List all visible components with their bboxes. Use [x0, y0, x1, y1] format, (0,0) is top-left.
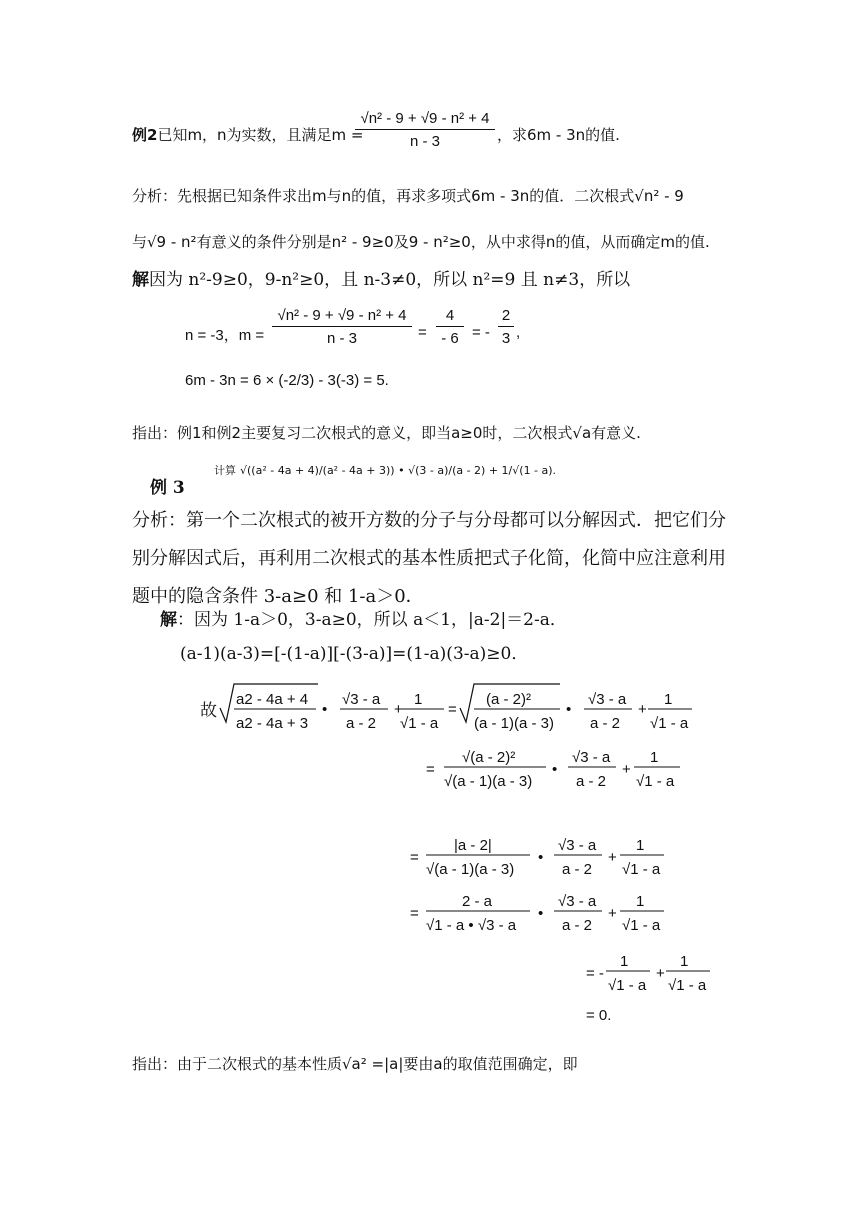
svg-text:√3 - a: √3 - a: [558, 837, 597, 854]
svg-text:√3 - a: √3 - a: [342, 691, 381, 708]
svg-text:√3 - a: √3 - a: [558, 893, 597, 910]
svg-text:√3 - a: √3 - a: [588, 691, 627, 708]
svg-text:(a - 2)²: (a - 2)²: [486, 691, 531, 708]
svg-text:=: =: [410, 849, 419, 866]
svg-text:1: 1: [680, 953, 689, 970]
example-3-derivation: [0, 676, 860, 1036]
analysis-2-line-2: 与√9 - n²有意义的条件分别是n² - 9≥0及9 - n²≥0，从中求得n的值，从而确定m的值.: [132, 233, 710, 251]
svg-text:√1 - a: √1 - a: [400, 715, 439, 732]
example-3-label: 例 3: [150, 478, 185, 498]
svg-text:|a - 2|: |a - 2|: [454, 837, 492, 854]
svg-text:a2 - 4a + 3: a2 - 4a + 3: [236, 715, 309, 732]
example-2-statement: 例2已知m，n为实数，且满足m =: [132, 126, 364, 144]
solution-2-eq1-fraction: [272, 307, 412, 347]
note-2: 指出：由于二次根式的基本性质√a² =|a|要由a的取值范围确定，即: [132, 1055, 578, 1073]
svg-text:+: +: [638, 701, 647, 718]
svg-text:•: •: [566, 701, 572, 718]
svg-text:=: =: [410, 905, 419, 922]
svg-text:1: 1: [414, 691, 423, 708]
svg-text:a - 2: a - 2: [562, 917, 593, 934]
solution-2-result-fraction: 2 3: [498, 307, 514, 347]
svg-text:a - 2: a - 2: [562, 861, 593, 878]
svg-text:+: +: [394, 701, 403, 718]
svg-text:√1 - a: √1 - a: [636, 773, 675, 790]
svg-text:a2 - 4a + 4: a2 - 4a + 4: [236, 691, 309, 708]
example-2-label: 例2: [132, 126, 158, 144]
svg-text:√(a - 1)(a - 3): √(a - 1)(a - 3): [426, 861, 515, 878]
analysis-3: 分析：第一个二次根式的被开方数的分子与分母都可以分解因式．把它们分别分解因式后，再利用二次根式的基本性质把式子化简，化简中应注意利用题中的隐含条件 3-a≥0 和 1-a＞0．: [132, 510, 726, 607]
example-2-denominator: n - 3: [409, 133, 440, 150]
svg-text:√1 - a: √1 - a: [650, 715, 689, 732]
svg-text:+: +: [608, 849, 617, 866]
svg-text:√1 - a: √1 - a: [608, 977, 647, 994]
svg-text:+: +: [608, 905, 617, 922]
svg-text:√1 - a • √3 - a: √1 - a • √3 - a: [426, 917, 517, 934]
svg-text:+: +: [622, 761, 631, 778]
example-2-numerator: √n² - 9 + √9 - n² + 4: [355, 110, 495, 130]
svg-text:= 0.: = 0.: [586, 1007, 612, 1024]
note-1: 指出：例1和例2主要复习二次根式的意义，即当a≥0时，二次根式√a有意义.: [132, 424, 641, 442]
solution-2-eq1-denominator: n - 3: [326, 330, 357, 347]
svg-text:1: 1: [620, 953, 629, 970]
svg-text:2 - a: 2 - a: [462, 893, 493, 910]
svg-text:1: 1: [650, 749, 659, 766]
solution-2-eq1-lhs: n = -3，m =: [185, 327, 265, 344]
svg-text:= -: = -: [586, 965, 604, 982]
svg-text:√1 - a: √1 - a: [622, 861, 661, 878]
svg-text:a - 2: a - 2: [590, 715, 621, 732]
svg-text:a - 2: a - 2: [576, 773, 607, 790]
analysis-2-line-1: 分析：先根据已知条件求出m与n的值，再求多项式6m - 3n的值．二次根式√n² - 9: [132, 187, 684, 205]
svg-text:•: •: [538, 849, 544, 866]
svg-text:√1 - a: √1 - a: [668, 977, 707, 994]
svg-text:1: 1: [664, 691, 673, 708]
solution-2-result-sign: = -: [472, 324, 490, 341]
svg-text:a - 2: a - 2: [346, 715, 377, 732]
gu-label: 故: [200, 701, 217, 720]
example-3-expression: √((a² - 4a + 4)/(a² - 4a + 3)) • √(3 - a)/(a - 2) + 1/√(1 - a).: [240, 464, 557, 477]
solution-3-line-1: 解：因为 1-a＞0，3-a≥0，所以 a＜1，|a-2|＝2-a．: [160, 610, 567, 630]
example-3-calc-label: 计算: [214, 464, 236, 477]
solution-2-intro: 解因为 n²-9≥0，9-n²≥0，且 n-3≠0，所以 n²=9 且 n≠3，所以: [132, 270, 631, 290]
svg-text:=: =: [448, 701, 457, 718]
svg-text:1: 1: [636, 837, 645, 854]
solution-3-label: 解: [160, 610, 177, 630]
solution-2-label: 解: [132, 270, 149, 290]
svg-text:√1 - a: √1 - a: [622, 917, 661, 934]
svg-text:√(a - 1)(a - 3): √(a - 1)(a - 3): [444, 773, 533, 790]
svg-text:+: +: [656, 965, 665, 982]
example-2-fraction: [355, 110, 495, 150]
example-2-question: ，求6m - 3n的值.: [497, 126, 620, 144]
svg-text:1: 1: [636, 893, 645, 910]
svg-text:(a - 1)(a - 3): (a - 1)(a - 3): [474, 715, 555, 732]
svg-text:√3 - a: √3 - a: [572, 749, 611, 766]
solution-2-eq2: 6m - 3n = 6 × (-2/3) - 3(-3) = 5.: [185, 372, 389, 389]
solution-3-line-2: (a-1)(a-3)=[-(1-a)][-(3-a)]=(1-a)(3-a)≥0．: [180, 644, 529, 664]
solution-2-eq1-numerator: √n² - 9 + √9 - n² + 4: [272, 307, 412, 327]
svg-text:•: •: [552, 761, 558, 778]
solution-2-mid-fraction: 4 - 6: [436, 307, 464, 347]
svg-text:√(a - 2)²: √(a - 2)²: [462, 749, 516, 766]
svg-text:•: •: [538, 905, 544, 922]
svg-text:•: •: [322, 701, 328, 718]
svg-text:=: =: [426, 761, 435, 778]
